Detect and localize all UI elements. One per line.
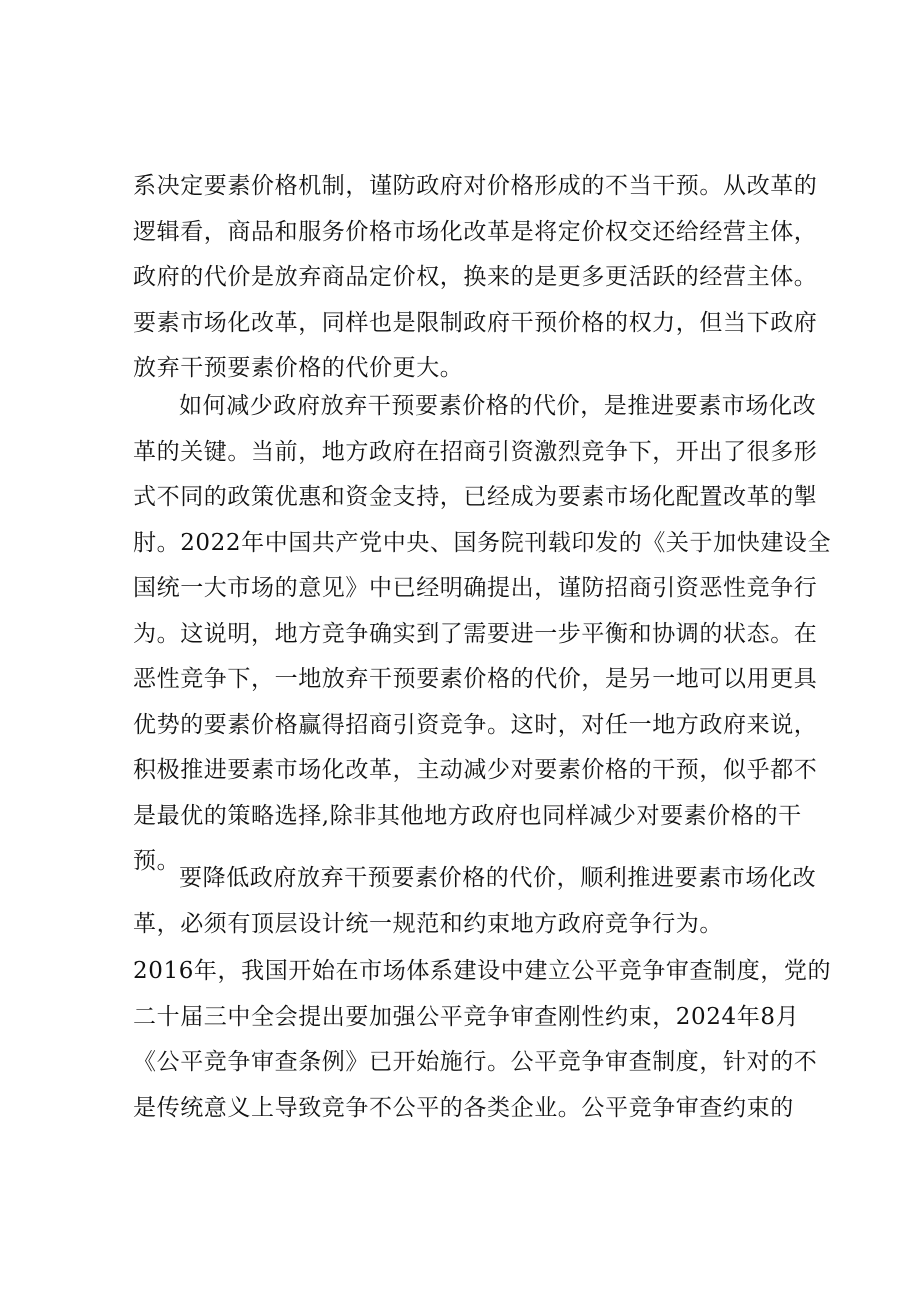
- paragraph-line: 二十届三中全会提出要加强公平竞争审查刚性约束，2024年8月: [133, 1003, 800, 1030]
- paragraph-line: 放弃干预要素价格的代价更大。: [133, 355, 464, 381]
- paragraph-line: 国统一大市场的意见》中已经明确提出，谨防招商引资恶性竞争行: [133, 575, 818, 601]
- paragraph-line: 系决定要素价格机制，谨防政府对价格形成的不当干预。从改革的: [133, 173, 818, 199]
- paragraph-line: 《公平竞争审查条例》已开始施行。公平竞争审查制度，针对的不: [133, 1049, 818, 1075]
- paragraph-line: 积极推进要素市场化改革，主动减少对要素价格的干预，似乎都不: [133, 757, 818, 783]
- paragraph-line: 是最优的策略选择,除非其他地方政府也同样减少对要素价格的干: [133, 802, 802, 829]
- paragraph-4: [133, 949, 832, 1131]
- paragraph-line: 为。这说明，地方竞争确实到了需要进一步平衡和协调的状态。在: [133, 620, 818, 647]
- paragraph-line: 革的关键。当前，地方政府在招商引资激烈竞争下，开出了很多形: [133, 438, 818, 465]
- paragraph-line: 政府的代价是放弃商品定价权，换来的是更多更活跃的经营主体。: [133, 264, 818, 290]
- paragraph-line: 肘。2022年中国共产党中央、国务院刊载印发的《关于加快建设全: [133, 529, 832, 556]
- paragraph-line: 要素市场化改革，同样也是限制政府干预价格的权力，但当下政府: [133, 309, 818, 336]
- paragraph-line: 优势的要素价格赢得招商引资竞争。这时，对任一地方政府来说，: [133, 711, 818, 738]
- paragraph-line: 是传统意义上导致竞争不公平的各类企业。公平竞争审查约束的: [133, 1094, 794, 1121]
- paragraph-line: 要降低政府放弃干预要素价格的代价，顺利推进要素市场化改: [179, 865, 817, 891]
- paragraph-3: [133, 856, 817, 947]
- paragraph-2: [133, 384, 832, 885]
- paragraph-line: 恶性竞争下，一地放弃干预要素价格的代价，是另一地可以用更具: [133, 666, 818, 692]
- paragraph-line: 逻辑看，商品和服务价格市场化改革是将定价权交还给经营主体，: [133, 218, 818, 245]
- paragraph-line: 式不同的政策优惠和资金支持，已经成为要素市场化配置改革的掣: [133, 484, 818, 510]
- paragraph-line: 预。: [133, 848, 181, 874]
- paragraph-line: 革，必须有顶层设计统一规范和约束地方政府竞争行为。: [133, 910, 723, 937]
- paragraph-line: 如何减少政府放弃干预要素价格的代价，是推进要素市场化改: [179, 393, 817, 419]
- paragraph-1: [133, 164, 818, 392]
- paragraph-line: 2016年，我国开始在市场体系建设中建立公平竞争审查制度，党的: [133, 958, 832, 984]
